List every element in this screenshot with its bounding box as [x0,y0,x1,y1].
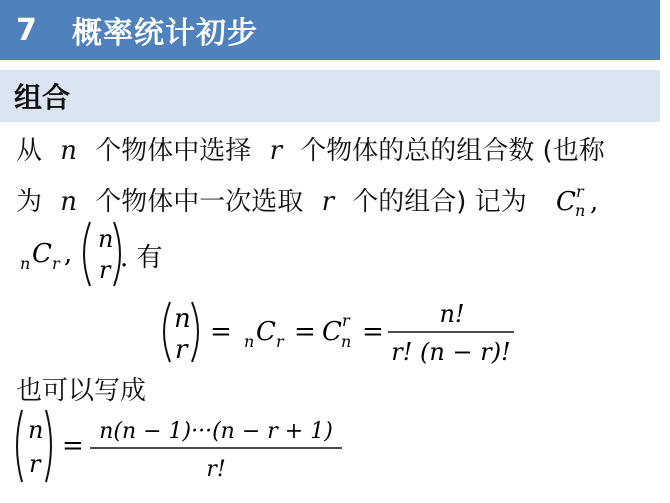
binom-top: n [174,304,191,334]
right-paren [46,410,51,482]
text-segment: 为 [16,187,43,217]
prefix-subscript-n: n [20,254,31,273]
left-paren [84,222,90,286]
equals-sign: = [294,317,316,347]
binom-bottom: r [29,450,41,478]
left-paren [17,410,22,482]
binom-bottom: r [99,256,111,284]
paragraph-line-2 [16,181,527,218]
chapter-header [0,0,660,60]
equals-sign: = [62,431,84,461]
text-segment: 个物体的总的组合数 (也称 [300,136,605,166]
fraction-numerator: n! [439,300,465,328]
formula-equal [150,296,520,370]
notation-c-superscript [550,178,660,222]
subscript-r: r [52,254,60,273]
section-header [0,70,660,122]
notation-line-3 [16,218,236,294]
binom-top: n [98,225,114,253]
superscript-r: r [576,182,584,201]
comma: , [64,239,73,269]
fraction-denominator: r! [206,457,226,482]
binom-top: n [28,416,44,444]
text-segment: 个物体中选择 [95,136,252,166]
subscript-n: n [575,201,586,220]
section-title: 组合 [14,81,71,114]
math-variable-n: n [60,136,78,166]
left-paren [164,302,170,362]
math-variable-r: r [269,136,283,166]
right-paren [192,302,198,362]
text-segment: 个物体中一次选取 [95,187,304,217]
line-3-tail: . 有 [120,243,163,273]
paragraph-line-1 [16,130,605,167]
text-segment: 个的组合) 记为 [352,187,527,217]
equals-sign: = [362,317,384,347]
chapter-title: 概率统计初步 [72,16,258,51]
fraction-denominator: r! (n − r)! [391,338,511,366]
also-text: 也可以写成 [16,376,147,406]
formula-product [12,406,352,486]
fraction-numerator: n(n − 1)···(n − r + 1) [99,419,333,444]
equals-sign: = [210,317,232,347]
c-letter: C [256,317,276,347]
c-letter: C [556,187,576,217]
text-segment: 从 [16,136,43,166]
c-letter: C [32,239,52,269]
comma: , [590,187,599,217]
subscript-n: n [341,332,352,351]
prefix-subscript-n: n [244,332,255,351]
c-letter: C [322,317,342,347]
superscript-r: r [342,311,350,330]
subscript-r: r [276,332,284,351]
math-variable-r: r [321,187,335,217]
binom-bottom: r [175,335,188,365]
chapter-number: 7 [16,12,37,48]
math-variable-n: n [60,187,78,217]
